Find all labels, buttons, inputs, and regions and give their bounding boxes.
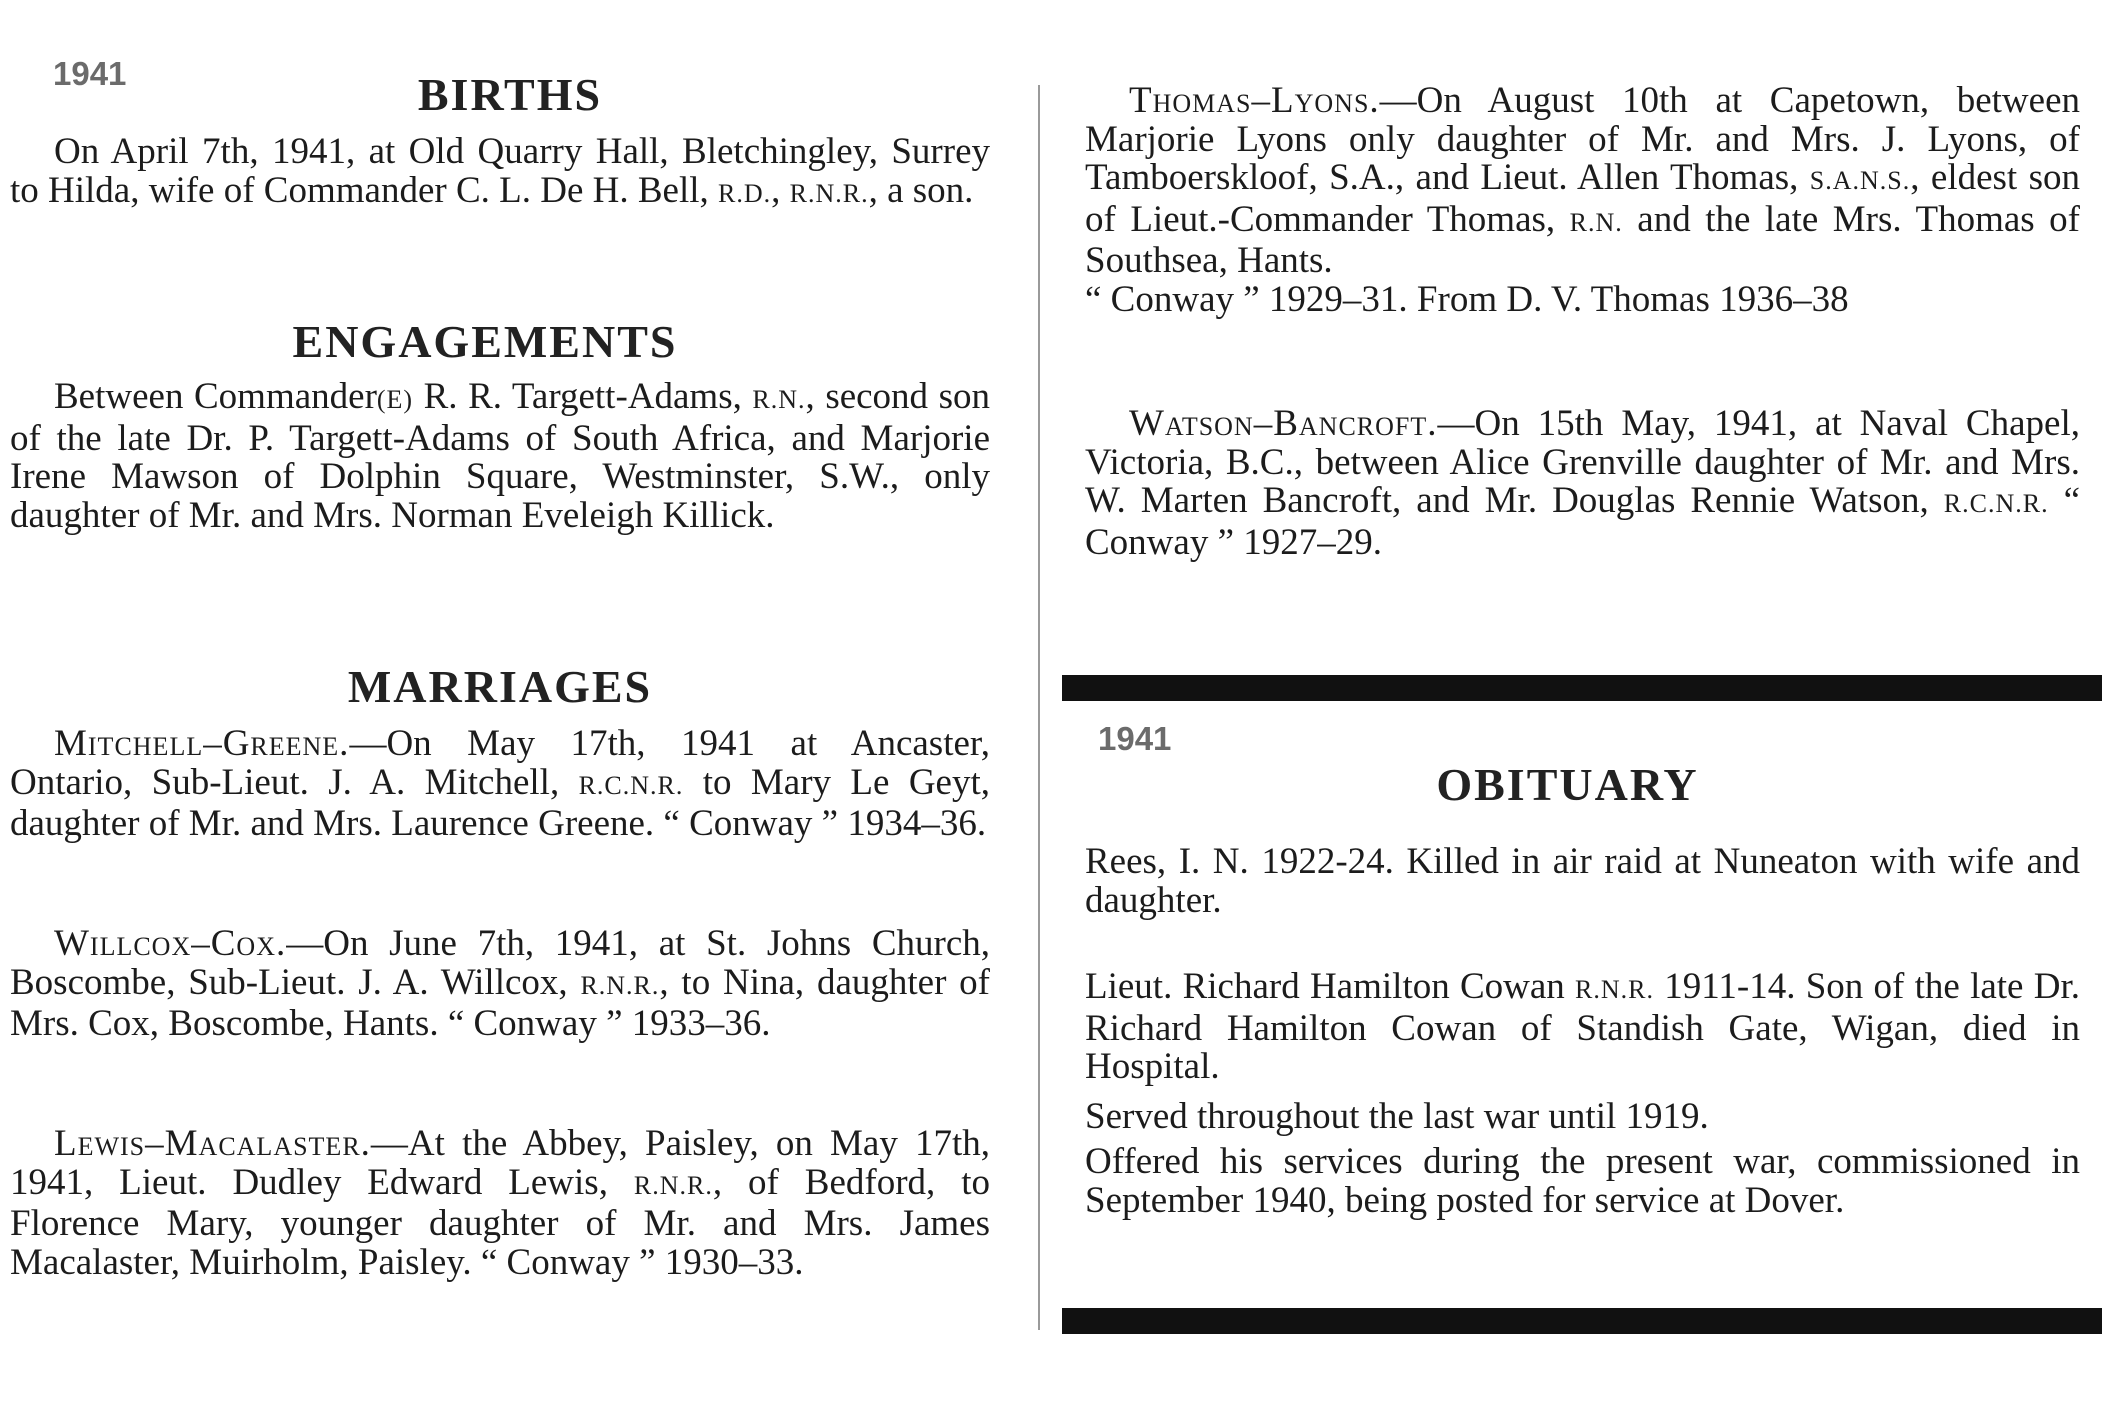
- obituary-offered: Offered his services during the present war, commissioned in September 1940, being posted for service at Dover.: [1085, 1141, 2080, 1221]
- marriages-heading: MARRIAGES: [347, 661, 653, 712]
- rank-e: (E): [376, 385, 414, 414]
- column-divider: [1038, 85, 1040, 1330]
- rank-rnr: R.N.R.: [1575, 975, 1655, 1004]
- rank-rnr: R.N.R.: [633, 1170, 713, 1200]
- rank-sans: S.A.N.S.: [1809, 166, 1911, 195]
- rank-rn: R.N.: [752, 385, 806, 414]
- entry-text: —On August 10th at Capetown, between Marjorie Lyons only daughter of Mr. and Mrs. J. Lyons, of Tamboerskloof, S.A., and Lieut. Allen Thomas,: [1085, 80, 2080, 198]
- separator: ,: [771, 169, 790, 211]
- entry-text: —At the Abbey, Paisley, on May 17th, 1941, Lieut. Dudley Edward Lewis,: [10, 1123, 990, 1203]
- rank-rcnr: R.C.N.R.: [578, 770, 684, 800]
- entry-text: —On May 17th, 1941 at Ancaster, Ontario, Sub-Lieut. J. A. Mitchell,: [10, 723, 990, 803]
- births-heading: BIRTHS: [417, 69, 603, 120]
- entry-name: Willcox–Cox.: [54, 923, 287, 964]
- marriage-willcox: [10, 925, 990, 1044]
- engagement-text: Between Commander: [54, 376, 377, 417]
- marriage-watson: [1085, 405, 2080, 562]
- engagement-text-3: , second son of the late Dr. P. Targett-Adams of South Africa, and Marjorie Irene Mawson of Dolphin Square, Westminster, S.W., only daughter of Mr. and Mrs. Norman Eveleigh Killick.: [10, 376, 990, 536]
- rank-rd: R.D.: [718, 178, 772, 208]
- entry-text-end: , of Bedford, to Florence Mary, younger daughter of Mr. and Mrs. James Macalaster, Muirholm, Paisley. “ Conway ” 1930–33.: [10, 1161, 990, 1283]
- section-rule: [1062, 675, 2102, 701]
- engagement-text-2: R. R. Targett-Adams,: [413, 376, 753, 417]
- entry-name: Watson–Bancroft.: [1129, 403, 1438, 444]
- entry-text-end: 1911-14. Son of the late Dr. Richard Hamilton Cowan of Standish Gate, Wigan, died in Hospital.: [1085, 966, 2080, 1087]
- obituary-rees: Rees, I. N. 1922-24. Killed in air raid at Nuneaton with wife and daughter.: [1085, 841, 2080, 921]
- entry-text-2: , eldest son of Lieut.-Commander Thomas,: [1085, 157, 2080, 240]
- marriage-thomas: [1085, 82, 2080, 319]
- entry-text-end: to Mary Le Geyt, daughter of Mr. and Mrs. Laurence Greene. “ Conway ” 1934–36.: [10, 761, 990, 844]
- section-rule: [1062, 1308, 2102, 1334]
- obituary-served: Served throughout the last war until 1919.: [1085, 1096, 1709, 1137]
- rank-rn: R.N.: [1569, 207, 1623, 237]
- entry-text-end: and the late Mrs. Thomas of Southsea, Hants.: [1085, 198, 2080, 281]
- births-text-end: , a son.: [868, 169, 974, 211]
- entry-name: Lewis–Macalaster.: [54, 1123, 371, 1164]
- rank-rnr: R.N.R.: [789, 178, 869, 208]
- entry-text: —On 15th May, 1941, at Naval Chapel, Victoria, B.C., between Alice Grenville daughter of Mr. and Mrs. W. Marten Bancroft, and Mr. Douglas Rennie Watson,: [1085, 403, 2080, 521]
- obituary-cowan: [1085, 968, 2080, 1087]
- obituary-heading: OBITUARY: [1436, 759, 1699, 810]
- year-label: 1941: [53, 55, 127, 92]
- entry-text-end: “ Conway ” 1927–29.: [1085, 480, 2080, 563]
- entry-text: Lieut. Richard Hamilton Cowan: [1085, 966, 1576, 1007]
- entry-conway-line: “ Conway ” 1929–31. From D. V. Thomas 1936–38: [1085, 278, 1849, 320]
- marriage-mitchell: [10, 725, 990, 844]
- rank-rnr: R.N.R.: [580, 970, 660, 1000]
- entry-name: Mitchell–Greene.: [54, 723, 350, 764]
- entry-text: —On June 7th, 1941, at St. Johns Church, Boscombe, Sub-Lieut. J. A. Willcox,: [10, 923, 990, 1003]
- entry-text-end: , to Nina, daughter of Mrs. Cox, Boscombe, Hants. “ Conway ” 1933–36.: [10, 961, 990, 1044]
- marriage-lewis: [10, 1125, 990, 1282]
- births-entry: [10, 133, 990, 213]
- rank-rcnr: R.C.N.R.: [1943, 489, 2049, 518]
- births-text: On April 7th, 1941, at Old Quarry Hall, Bletchingley, Surrey to Hilda, wife of Commander C. L. De H. Bell,: [10, 131, 990, 211]
- entry-name: Thomas–Lyons.: [1129, 80, 1380, 121]
- engagements-heading: ENGAGEMENTS: [292, 316, 678, 367]
- year-label: 1941: [1098, 720, 1172, 757]
- engagements-entry: [10, 378, 990, 535]
